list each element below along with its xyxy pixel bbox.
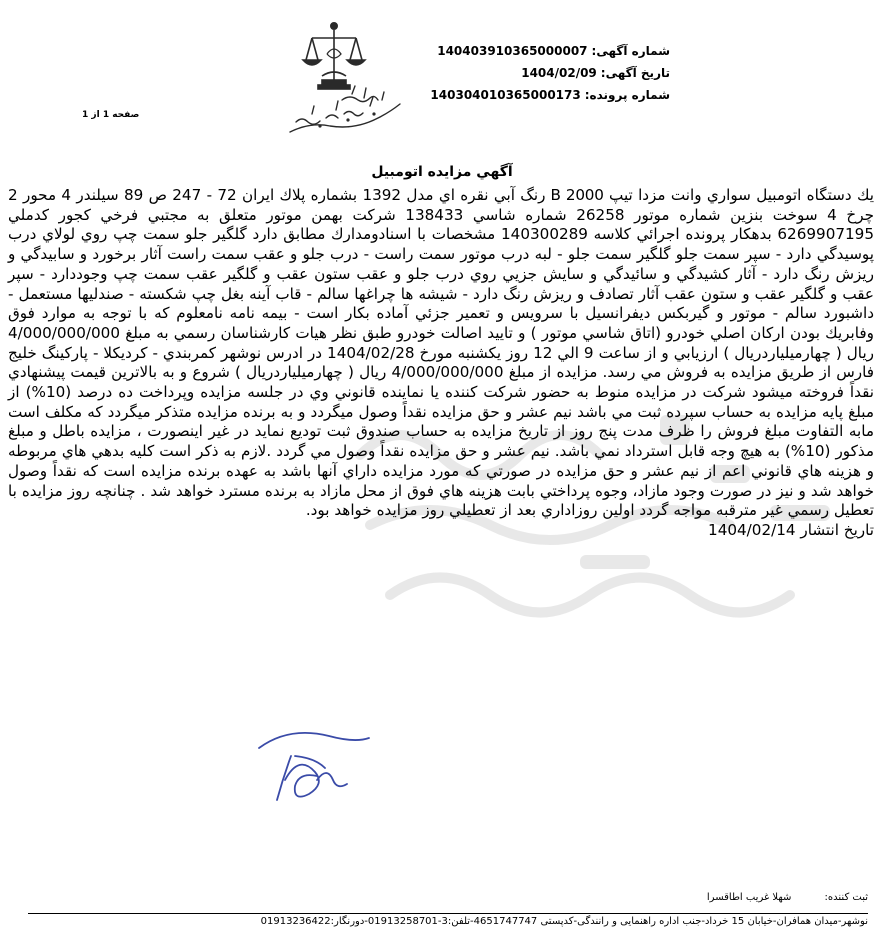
notice-date: 1404/02/09 [521,66,597,80]
document-title: آگهي مزايده اتومبيل [371,164,513,180]
footer-divider [28,913,868,914]
registrar-row [28,892,868,903]
publish-date-label: تاريخ انتشار [800,520,874,539]
case-number-label: شماره پرونده: [584,88,670,102]
document-footer [28,892,868,927]
notice-number-row [437,40,670,62]
case-number: 140304010365000173 [430,88,581,102]
page-counter: صفحه 1 از 1 [82,110,140,120]
notice-body-text: يك دستگاه اتومبيل سواري وانت مزدا تيپ B 2000 رنگ آبي نقره اي مدل 1392 بشماره پلاك ايران 72 - 247 ص 89 سيلندر 4 محور 2 چرخ 4 سوخت بنزين شماره موتور 26258 شماره شاسي 138433 شركت بهمن موتور متعلق به مجتبي فرخي كجور كدملي 6269907195 بدهكار پرونده اجرائي كلاسه 140300289 مشخصات با اسنادومدارك مطابق دارد گلگير جلو سمت چپ روي لولاي درب پوسيدگي دارد - سپر سمت جلو گلگير سمت جلو - لبه درب موتور سمت راست - درب جلو و عقب سمت راست آثار برخورد و سابيدگي و ريزش رنگ دارد - آثار كشيدگي و سائيدگي و سايش جزيي روي درب جلو و عقب ستون عقب و گلگير عقب سمت چپ وجوددارد - سپر عقب و گلگير عقب و ستون عقب آثار تصادف و ريزش رنگ دارد - شيشه ها چراغها سالم - قاب آينه بغل چپ شكسته - صندليها مستعمل - داشبورد سالم - موتور و گيربكس ديفرانسيل با سرويس و تعمير جزئي آماده بكار است - بيمه نامه نامعلوم كه با توجه به موارد فوق وفابريك بودن اركان اصلي خودرو (اتاق شاسي موتور ) و تاييد اصالت خودرو طبق نظر هيات كارشناسان رسمي به مبلغ 4/000/000/000 ريال ( چهارميلياردريال ) ارزيابي و از ساعت 9 الي 12 روز يكشنبه مورخ 1404/02/28 در ادرس نوشهر كمربندي - كرديكلا - پاركينگ خليج فارس از طريق مزايده به فروش مي رسد. مزايده از مبلغ 4/000/000/000 ريال ( چهارميلياردريال ) شروع و به بالاترين قيمت پيشنهادي نقداً فروخته ميشود شركت در مزايده منوط به حضور شركت كننده يا نماينده قانوني وي در جلسه مزايده وپرداخت ده درصد (10%) از مبلغ پايه مزايده به حساب سپرده ثبت مي باشد نيم عشر و حق مزايده نقداً وصول ميگردد و به برنده مزايده متذكر ميگردد كه مكلف است مابه التفاوت مبلغ فروش را ظرف مدت پنج روز از تاريخ مزايده به حساب صندوق ثبت توديع نمايد در غير اينصورت ، مزايده باطل و مبلغ مذكور (10%) به هيچ وجه قابل استرداد نمي باشد. نيم عشر و حق مزايده نقداً وصول مي گردد .لازم به ذكر است كليه بدهي هاي مربوطه و هزينه هاي قانوني اعم از نيم عشر و حق مزايده در صورتي كه مورد مزايده داراي آنها باشد به عهده برنده مزايده است كه نقداً وصول خواهد شد و نيز در صورت وجود مازاد، وجوه پرداختي بابت هزينه هاي فوق از محل مازاد به برنده مسترد خواهد شد . چنانچه روز مزايده با تعطيل رسمي غير مترقبه مواجه گردد اولين روزاداري بعد از تعطيلي روز مزايده خواهد بود. [8,186,875,520]
case-number-row [430,84,670,106]
notice-date-row [440,62,670,84]
office-address: نوشهر-میدان همافران-خیابان 15 خرداد-جنب اداره راهنمایی و رانندگی-کدپستی 4651747747-تلفن:3-01913258701-دورنگار:01913236422 [260,916,868,927]
notice-date-label: تاریخ آگهی: [600,66,670,80]
judiciary-emblem-logo [282,14,407,139]
notice-number: 140403910365000007 [437,44,588,58]
handwritten-signature [255,720,375,815]
registrar-name: شهلا غریب اطاقسرا [706,892,792,903]
notice-number-label: شماره آگهی: [591,44,670,58]
publish-date: 1404/02/14 [708,520,796,539]
registrar-label: ثبت کننده: [824,892,868,903]
auction-notice-body [8,186,874,541]
notice-metadata [430,40,670,106]
